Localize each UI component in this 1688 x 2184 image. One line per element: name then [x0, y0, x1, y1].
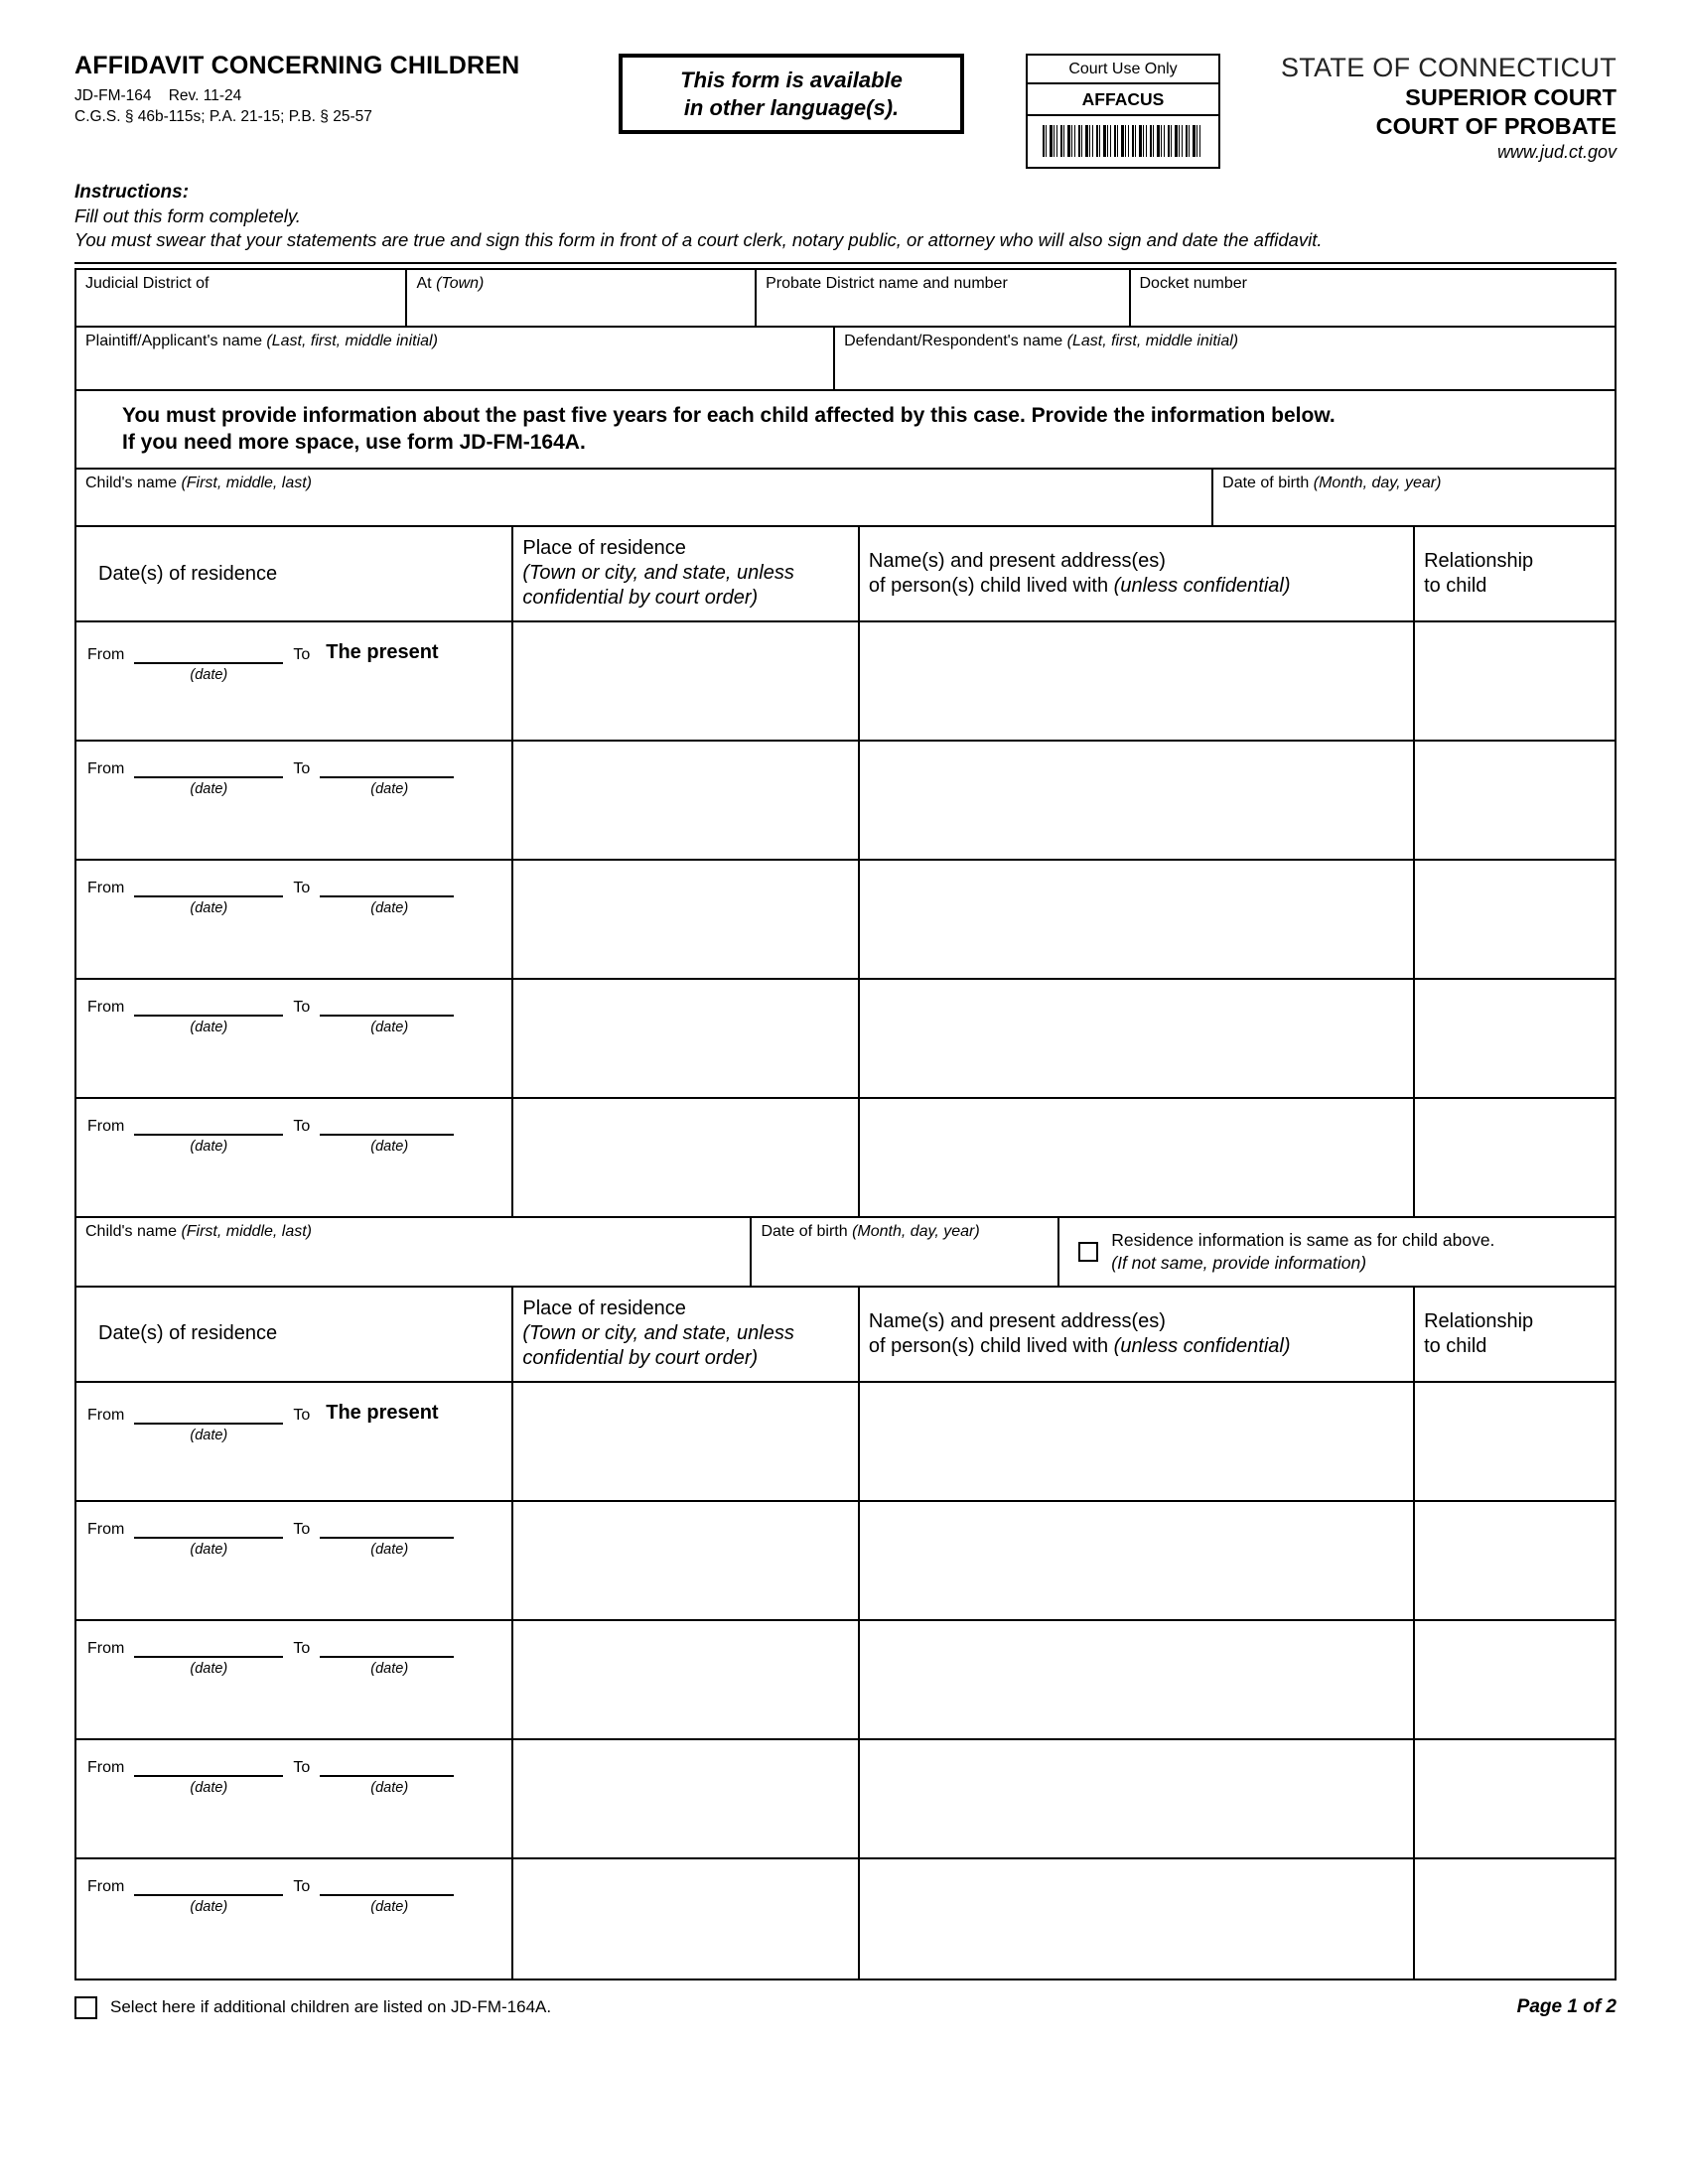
to-label: To — [293, 1758, 311, 1776]
dates-of-residence-cell — [76, 1502, 511, 1619]
language-notice-line2: in other language(s). — [683, 94, 900, 120]
residence-row — [76, 1502, 1615, 1621]
docket-number-label: Docket number — [1139, 274, 1247, 292]
from-label: From — [87, 1639, 125, 1657]
date-hint: (date) — [370, 1660, 409, 1677]
col-header-dates — [76, 1288, 511, 1381]
persons-lived-with-cell[interactable] — [858, 622, 1413, 740]
place-of-residence-cell[interactable] — [511, 1099, 858, 1216]
col-header-place-hint: (Town or city, and state, unless confidential by court order) — [522, 1321, 794, 1369]
same-residence-field — [1057, 1218, 1615, 1286]
to-label: To — [293, 1520, 311, 1538]
residence-row — [76, 1621, 1615, 1740]
place-of-residence-cell[interactable] — [511, 1383, 858, 1500]
child1-name-field[interactable] — [76, 470, 1211, 525]
dates-of-residence-cell — [76, 1099, 511, 1216]
court-identity-block — [1220, 52, 1617, 163]
date-hint: (date) — [190, 1427, 228, 1443]
state-name: STATE OF CONNECTICUT — [1281, 53, 1617, 82]
col-header-dates-label: Date(s) of residence — [98, 1322, 278, 1345]
col-header-names-line1: Name(s) and present address(es) — [868, 1309, 1166, 1332]
residence-row — [76, 742, 1615, 861]
relationship-cell[interactable] — [1413, 622, 1615, 740]
col-header-place — [511, 527, 858, 620]
defendant-hint: (Last, first, middle initial) — [1066, 332, 1239, 349]
to-label: To — [293, 880, 311, 897]
court-use-box — [1026, 54, 1220, 169]
case-fields-row-2 — [76, 328, 1615, 391]
relationship-cell[interactable] — [1413, 742, 1615, 859]
col-header-names — [858, 1288, 1413, 1381]
place-of-residence-cell[interactable] — [511, 1621, 858, 1738]
from-date-blank[interactable] — [134, 1878, 283, 1896]
the-present-label: The present — [326, 641, 439, 664]
col-header-names-hint: (unless confidential) — [1113, 1334, 1291, 1357]
child2-residence-header — [76, 1288, 1615, 1383]
the-present-label: The present — [326, 1401, 439, 1424]
persons-lived-with-cell[interactable] — [858, 742, 1413, 859]
relationship-cell[interactable] — [1413, 1383, 1615, 1500]
from-label: From — [87, 1406, 125, 1424]
from-label: From — [87, 1758, 125, 1776]
from-label: From — [87, 1520, 125, 1538]
form-header — [74, 52, 1617, 169]
dates-of-residence-cell — [76, 861, 511, 978]
from-date-blank[interactable] — [134, 760, 283, 778]
same-residence-checkbox[interactable] — [1078, 1242, 1098, 1262]
form-number: JD-FM-164 Rev. 11-24 — [74, 87, 242, 104]
language-notice-line1: This form is available — [680, 68, 903, 92]
to-date-blank[interactable] — [320, 1118, 454, 1136]
child1-residence-header — [76, 527, 1615, 622]
date-hint: (date) — [190, 1139, 228, 1156]
same-residence-text: Residence information is same as for child above. — [1111, 1230, 1495, 1251]
form-footer — [74, 1996, 1617, 2019]
date-hint: (date) — [190, 1541, 228, 1558]
additional-children-label: Select here if additional children are listed on JD-FM-164A. — [110, 1997, 552, 2017]
dates-of-residence-cell — [76, 622, 511, 740]
separator-line — [74, 262, 1617, 264]
to-label: To — [293, 1639, 311, 1657]
persons-lived-with-cell[interactable] — [858, 861, 1413, 978]
dob-hint: (Month, day, year) — [1313, 475, 1442, 492]
form-title: AFFIDAVIT CONCERNING CHILDREN — [74, 52, 520, 79]
from-date-blank[interactable] — [134, 1759, 283, 1777]
judicial-district-label: Judicial District of — [85, 274, 210, 292]
from-date-blank[interactable] — [134, 1118, 283, 1136]
col-header-relationship — [1413, 1288, 1615, 1381]
child1-dob-field[interactable] — [1211, 470, 1615, 525]
relationship-cell[interactable] — [1413, 861, 1615, 978]
to-date-blank[interactable] — [320, 760, 454, 778]
dates-of-residence-cell — [76, 1383, 511, 1500]
persons-lived-with-cell[interactable] — [858, 1502, 1413, 1619]
defendant-name-field[interactable] — [833, 328, 1615, 389]
persons-lived-with-cell[interactable] — [858, 1859, 1413, 1979]
instructions-line-1: Fill out this form completely. — [74, 205, 301, 227]
persons-lived-with-cell[interactable] — [858, 1740, 1413, 1857]
persons-lived-with-cell[interactable] — [858, 1099, 1413, 1216]
to-label: To — [293, 1877, 311, 1895]
instructions-block — [74, 181, 1617, 252]
from-label: From — [87, 999, 125, 1017]
residence-row — [76, 1383, 1615, 1502]
col-header-place-label: Place of residence — [522, 1297, 686, 1319]
judicial-district-field[interactable] — [76, 270, 405, 326]
dates-of-residence-cell — [76, 980, 511, 1097]
residence-row — [76, 1099, 1615, 1218]
title-block — [74, 52, 541, 126]
same-residence-text-block — [1111, 1229, 1494, 1275]
dates-of-residence-cell — [76, 742, 511, 859]
col-header-place-label: Place of residence — [522, 537, 686, 560]
child-name-hint: (First, middle, last) — [181, 1223, 313, 1241]
instructions-heading: Instructions: — [74, 182, 190, 203]
place-of-residence-cell[interactable] — [511, 861, 858, 978]
case-fields-row-1 — [76, 270, 1615, 328]
place-of-residence-cell[interactable] — [511, 1859, 858, 1979]
court-use-code: AFFACUS — [1028, 84, 1218, 116]
place-of-residence-cell[interactable] — [511, 622, 858, 740]
plaintiff-name-field[interactable] — [76, 328, 833, 389]
probate-district-label: Probate District name and number — [766, 274, 1008, 292]
date-hint: (date) — [190, 1898, 228, 1915]
from-label: From — [87, 880, 125, 897]
child-name-label: Child's name — [85, 475, 177, 492]
court-probate: COURT OF PROBATE — [1375, 112, 1617, 139]
col-header-names-line1: Name(s) and present address(es) — [868, 550, 1166, 573]
from-date-blank[interactable] — [134, 880, 283, 897]
child2-dob-field[interactable] — [750, 1218, 1057, 1286]
date-hint: (date) — [370, 1898, 409, 1915]
dob-label: Date of birth — [1222, 475, 1310, 492]
court-use-label: Court Use Only — [1028, 56, 1218, 84]
to-label: To — [293, 1118, 311, 1136]
instructions-line-2: You must swear that your statements are true and sign this form in front of a court clerk, notary public, or attorney who will also sign and date the affidavit. — [74, 228, 1323, 250]
residence-row — [76, 861, 1615, 980]
date-hint: (date) — [190, 1020, 228, 1036]
to-date-blank[interactable] — [320, 1640, 454, 1658]
child2-name-field[interactable] — [76, 1218, 750, 1286]
to-date-blank[interactable] — [320, 880, 454, 897]
persons-lived-with-cell[interactable] — [858, 980, 1413, 1097]
at-hint: (Town) — [436, 274, 485, 292]
col-header-place-hint: (Town or city, and state, unless confidential by court order) — [522, 562, 794, 610]
col-header-relationship-label: Relationship to child — [1424, 550, 1534, 598]
statutes-line: C.G.S. § 46b-115s; P.A. 21-15; P.B. § 25-57 — [74, 108, 372, 125]
child-name-label: Child's name — [85, 1223, 177, 1241]
place-of-residence-cell[interactable] — [511, 1502, 858, 1619]
from-date-blank[interactable] — [134, 1640, 283, 1658]
date-hint: (date) — [370, 900, 409, 917]
to-label: To — [293, 999, 311, 1017]
from-date-blank[interactable] — [134, 1521, 283, 1539]
date-hint: (date) — [370, 781, 409, 798]
from-date-blank[interactable] — [134, 999, 283, 1017]
to-date-blank[interactable] — [320, 1521, 454, 1539]
plaintiff-hint: (Last, first, middle initial) — [266, 332, 438, 349]
relationship-cell[interactable] — [1413, 1621, 1615, 1738]
date-hint: (date) — [190, 900, 228, 917]
to-date-blank[interactable] — [320, 1759, 454, 1777]
residence-row — [76, 622, 1615, 742]
from-label: From — [87, 1118, 125, 1136]
probate-district-field[interactable] — [755, 270, 1128, 326]
at-label: At — [416, 274, 432, 292]
from-date-blank[interactable] — [134, 1407, 283, 1425]
relationship-cell[interactable] — [1413, 1502, 1615, 1619]
date-hint: (date) — [370, 1139, 409, 1156]
col-header-dates-label: Date(s) of residence — [98, 562, 278, 585]
dob-label: Date of birth — [761, 1223, 848, 1241]
col-header-names-line2: of person(s) child lived with — [868, 575, 1109, 598]
relationship-cell[interactable] — [1413, 980, 1615, 1097]
additional-children-checkbox[interactable] — [74, 1996, 97, 2019]
col-header-names — [858, 527, 1413, 620]
barcode — [1043, 125, 1203, 157]
date-hint: (date) — [190, 1660, 228, 1677]
residence-row — [76, 1859, 1615, 1979]
col-header-relationship-label: Relationship to child — [1424, 1309, 1534, 1357]
from-label: From — [87, 646, 125, 664]
residence-row — [76, 1740, 1615, 1859]
col-header-dates — [76, 527, 511, 620]
residence-row — [76, 980, 1615, 1099]
child1-name-row — [76, 470, 1615, 527]
info-notice-line-1: You must provide information about the past five years for each child affected by this case. Provide the information below. — [122, 403, 1336, 427]
to-label: To — [293, 646, 311, 664]
place-of-residence-cell[interactable] — [511, 742, 858, 859]
website-url: www.jud.ct.gov — [1496, 141, 1617, 162]
persons-lived-with-cell[interactable] — [858, 1383, 1413, 1500]
col-header-names-line2: of person(s) child lived with — [868, 1334, 1109, 1357]
form-body — [74, 268, 1617, 1980]
to-date-blank[interactable] — [320, 999, 454, 1017]
date-hint: (date) — [190, 781, 228, 798]
to-date-blank[interactable] — [320, 1878, 454, 1896]
relationship-cell[interactable] — [1413, 1099, 1615, 1216]
from-label: From — [87, 1877, 125, 1895]
date-hint: (date) — [370, 1541, 409, 1558]
place-of-residence-cell[interactable] — [511, 1740, 858, 1857]
dob-hint: (Month, day, year) — [852, 1223, 980, 1241]
from-date-blank[interactable] — [134, 646, 283, 664]
dates-of-residence-cell — [76, 1859, 511, 1979]
plaintiff-label: Plaintiff/Applicant's name — [85, 332, 262, 349]
town-field[interactable] — [405, 270, 755, 326]
info-notice-line-2: If you need more space, use form JD-FM-164A. — [122, 431, 586, 455]
col-header-names-hint: (unless confidential) — [1113, 575, 1291, 598]
info-notice — [76, 391, 1615, 470]
place-of-residence-cell[interactable] — [511, 980, 858, 1097]
from-label: From — [87, 760, 125, 778]
persons-lived-with-cell[interactable] — [858, 1621, 1413, 1738]
date-hint: (date) — [190, 1779, 228, 1796]
to-label: To — [293, 1406, 311, 1424]
same-residence-hint: (If not same, provide information) — [1111, 1252, 1367, 1273]
defendant-label: Defendant/Respondent's name — [844, 332, 1063, 349]
page-number: Page 1 of 2 — [1516, 1996, 1617, 2018]
date-hint: (date) — [370, 1020, 409, 1036]
date-hint: (date) — [190, 667, 228, 684]
col-header-relationship — [1413, 527, 1615, 620]
dates-of-residence-cell — [76, 1621, 511, 1738]
child-name-hint: (First, middle, last) — [181, 475, 313, 492]
court-superior: SUPERIOR COURT — [1405, 84, 1617, 111]
date-hint: (date) — [370, 1779, 409, 1796]
col-header-place — [511, 1288, 858, 1381]
dates-of-residence-cell — [76, 1740, 511, 1857]
relationship-cell[interactable] — [1413, 1859, 1615, 1979]
child2-name-row — [76, 1218, 1615, 1288]
to-label: To — [293, 760, 311, 778]
relationship-cell[interactable] — [1413, 1740, 1615, 1857]
language-notice-box — [619, 54, 964, 134]
docket-number-field[interactable] — [1129, 270, 1615, 326]
